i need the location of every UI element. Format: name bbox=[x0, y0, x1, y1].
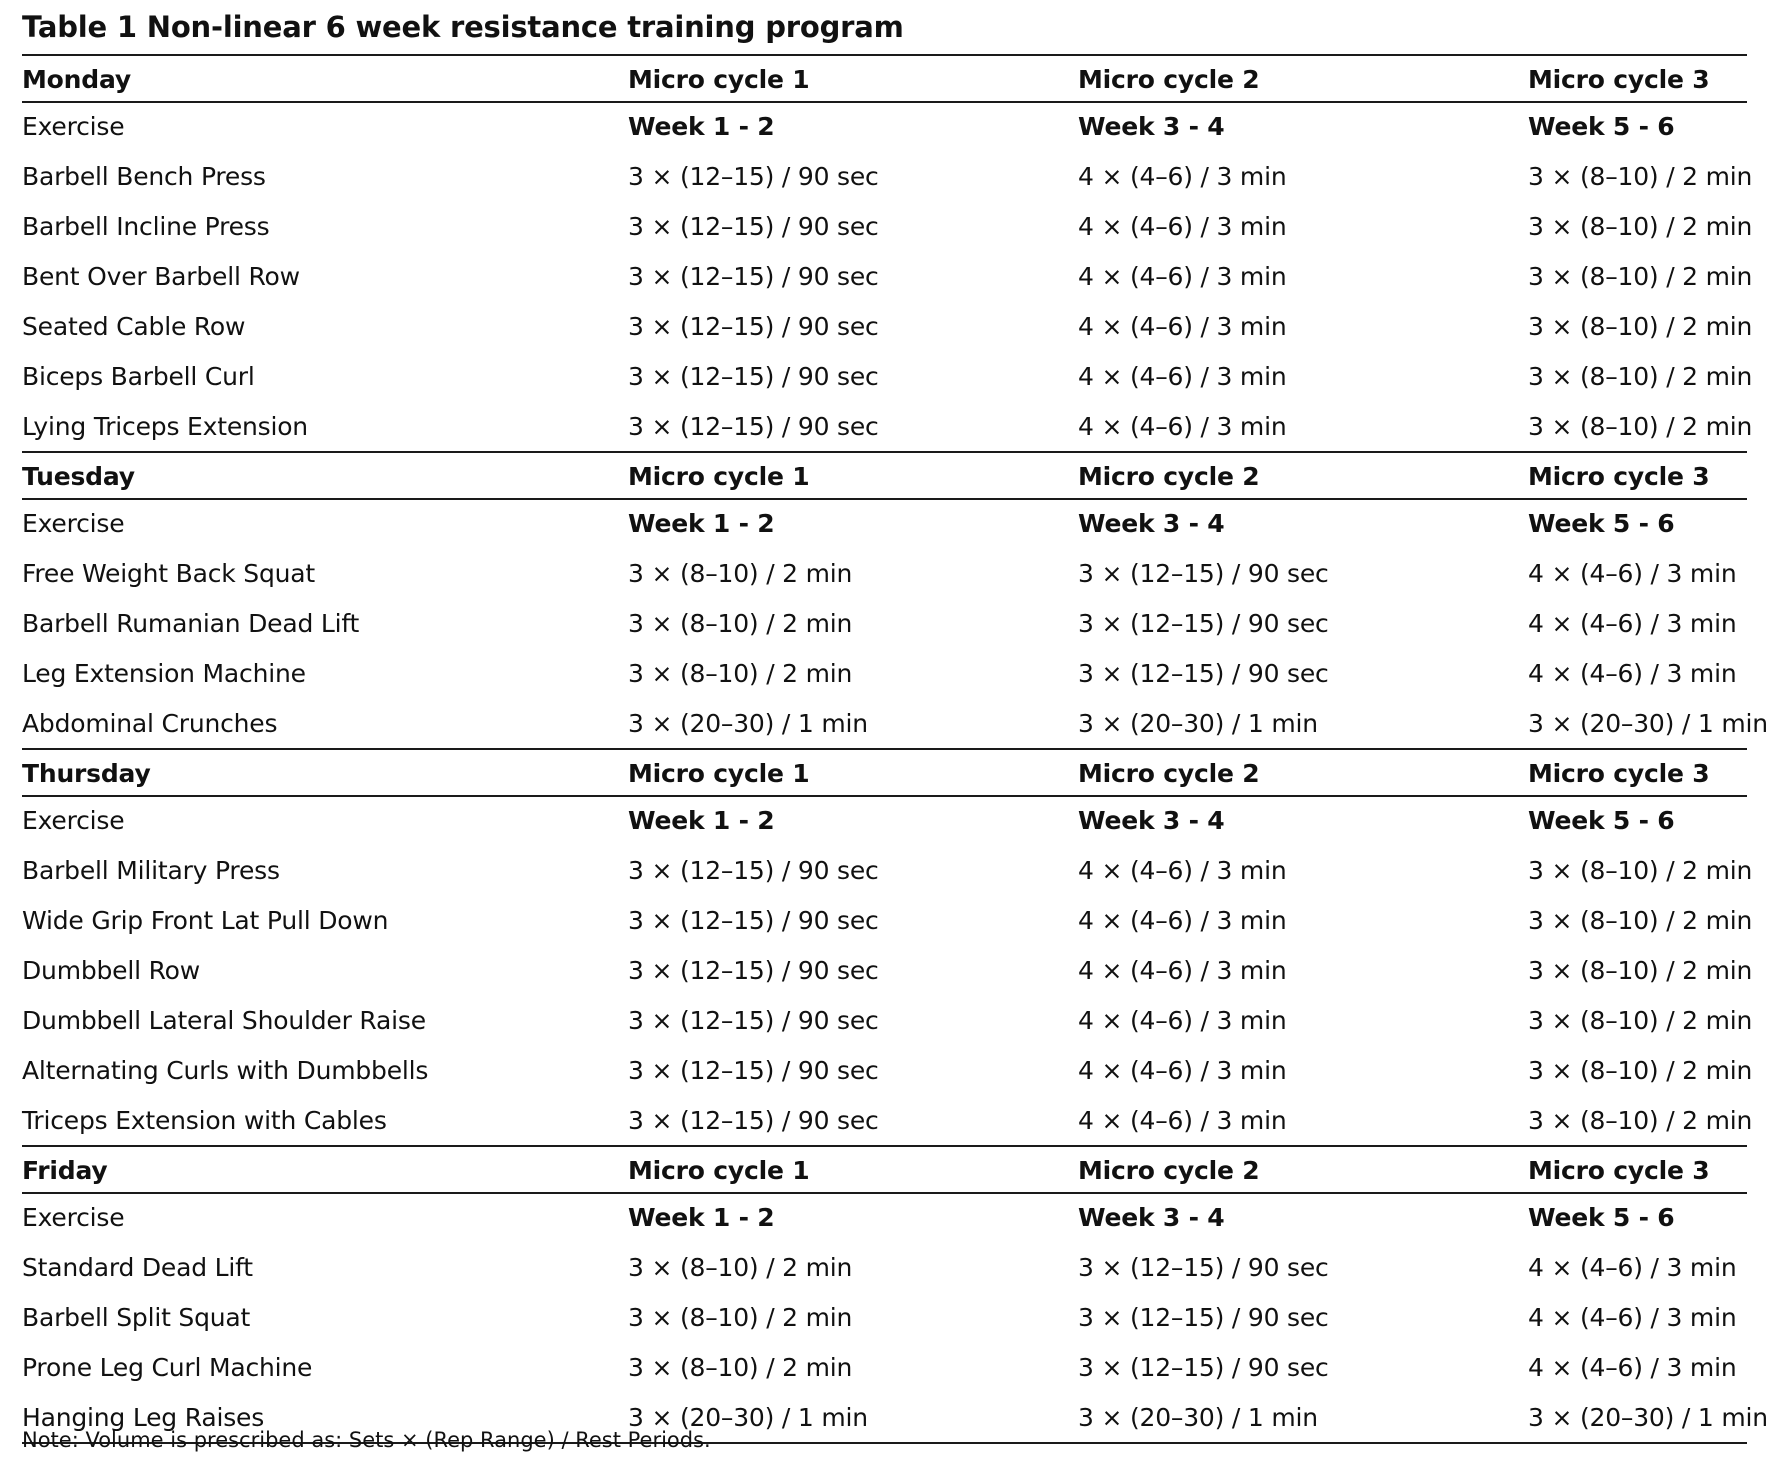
volume-prescription: 4 × (4–6) / 3 min bbox=[1528, 609, 1737, 638]
exercise-name: Bent Over Barbell Row bbox=[22, 262, 300, 291]
volume-prescription: 4 × (4–6) / 3 min bbox=[1528, 1253, 1737, 1282]
week-range-header: Week 5 - 6 bbox=[1528, 1203, 1675, 1232]
volume-prescription: 3 × (12–15) / 90 sec bbox=[628, 1056, 879, 1085]
volume-prescription: 4 × (4–6) / 3 min bbox=[1078, 162, 1287, 191]
volume-prescription: 3 × (8–10) / 2 min bbox=[1528, 362, 1753, 391]
volume-prescription: 3 × (12–15) / 90 sec bbox=[1078, 559, 1329, 588]
micro-cycle-header: Micro cycle 2 bbox=[1078, 462, 1260, 491]
exercise-column-label: Exercise bbox=[22, 112, 125, 141]
volume-prescription: 3 × (8–10) / 2 min bbox=[1528, 1106, 1753, 1135]
exercise-name: Triceps Extension with Cables bbox=[22, 1106, 387, 1135]
micro-cycle-header: Micro cycle 1 bbox=[628, 462, 810, 491]
table-note: Note: Volume is prescribed as: Sets × (Rep Range) / Rest Periods. bbox=[22, 1428, 711, 1452]
week-range-header: Week 5 - 6 bbox=[1528, 806, 1675, 835]
week-range-header: Week 5 - 6 bbox=[1528, 509, 1675, 538]
volume-prescription: 4 × (4–6) / 3 min bbox=[1078, 312, 1287, 341]
volume-prescription: 4 × (4–6) / 3 min bbox=[1078, 906, 1287, 935]
exercise-name: Barbell Military Press bbox=[22, 856, 280, 885]
section-header-rule bbox=[22, 101, 1747, 103]
exercise-name: Barbell Split Squat bbox=[22, 1303, 251, 1332]
volume-prescription: 3 × (12–15) / 90 sec bbox=[628, 856, 879, 885]
volume-prescription: 3 × (8–10) / 2 min bbox=[628, 1253, 853, 1282]
micro-cycle-header: Micro cycle 1 bbox=[628, 759, 810, 788]
volume-prescription: 3 × (8–10) / 2 min bbox=[628, 1353, 853, 1382]
exercise-name: Seated Cable Row bbox=[22, 312, 246, 341]
exercise-name: Wide Grip Front Lat Pull Down bbox=[22, 906, 389, 935]
micro-cycle-header: Micro cycle 3 bbox=[1528, 759, 1710, 788]
volume-prescription: 3 × (20–30) / 1 min bbox=[628, 1403, 868, 1432]
volume-prescription: 3 × (8–10) / 2 min bbox=[1528, 1056, 1753, 1085]
volume-prescription: 3 × (12–15) / 90 sec bbox=[628, 262, 879, 291]
section-divider-rule bbox=[22, 1145, 1747, 1147]
volume-prescription: 3 × (12–15) / 90 sec bbox=[628, 212, 879, 241]
volume-prescription: 3 × (12–15) / 90 sec bbox=[1078, 1303, 1329, 1332]
micro-cycle-header: Micro cycle 3 bbox=[1528, 65, 1710, 94]
volume-prescription: 4 × (4–6) / 3 min bbox=[1078, 1006, 1287, 1035]
week-range-header: Week 1 - 2 bbox=[628, 806, 775, 835]
exercise-name: Dumbbell Lateral Shoulder Raise bbox=[22, 1006, 426, 1035]
week-range-header: Week 3 - 4 bbox=[1078, 509, 1225, 538]
volume-prescription: 3 × (8–10) / 2 min bbox=[1528, 312, 1753, 341]
volume-prescription: 4 × (4–6) / 3 min bbox=[1078, 1106, 1287, 1135]
exercise-name: Standard Dead Lift bbox=[22, 1253, 253, 1282]
section-divider-rule bbox=[22, 748, 1747, 750]
volume-prescription: 4 × (4–6) / 3 min bbox=[1528, 659, 1737, 688]
week-range-header: Week 5 - 6 bbox=[1528, 112, 1675, 141]
exercise-name: Barbell Bench Press bbox=[22, 162, 266, 191]
exercise-name: Prone Leg Curl Machine bbox=[22, 1353, 313, 1382]
volume-prescription: 3 × (20–30) / 1 min bbox=[1078, 709, 1318, 738]
volume-prescription: 4 × (4–6) / 3 min bbox=[1528, 1353, 1737, 1382]
micro-cycle-header: Micro cycle 2 bbox=[1078, 1156, 1260, 1185]
volume-prescription: 3 × (8–10) / 2 min bbox=[628, 659, 853, 688]
volume-prescription: 3 × (8–10) / 2 min bbox=[628, 1303, 853, 1332]
table-title: Table 1 Non-linear 6 week resistance training program bbox=[22, 10, 904, 44]
volume-prescription: 4 × (4–6) / 3 min bbox=[1078, 1056, 1287, 1085]
volume-prescription: 3 × (12–15) / 90 sec bbox=[628, 362, 879, 391]
section-header-rule bbox=[22, 1192, 1747, 1194]
volume-prescription: 3 × (8–10) / 2 min bbox=[1528, 906, 1753, 935]
micro-cycle-header: Micro cycle 3 bbox=[1528, 1156, 1710, 1185]
volume-prescription: 3 × (12–15) / 90 sec bbox=[628, 1106, 879, 1135]
exercise-name: Abdominal Crunches bbox=[22, 709, 278, 738]
micro-cycle-header: Micro cycle 1 bbox=[628, 1156, 810, 1185]
volume-prescription: 3 × (20–30) / 1 min bbox=[1078, 1403, 1318, 1432]
volume-prescription: 4 × (4–6) / 3 min bbox=[1528, 1303, 1737, 1332]
section-divider-rule bbox=[22, 451, 1747, 453]
week-range-header: Week 3 - 4 bbox=[1078, 806, 1225, 835]
volume-prescription: 3 × (8–10) / 2 min bbox=[1528, 162, 1753, 191]
volume-prescription: 3 × (12–15) / 90 sec bbox=[628, 906, 879, 935]
micro-cycle-header: Micro cycle 2 bbox=[1078, 759, 1260, 788]
week-range-header: Week 3 - 4 bbox=[1078, 112, 1225, 141]
exercise-column-label: Exercise bbox=[22, 806, 125, 835]
exercise-name: Alternating Curls with Dumbbells bbox=[22, 1056, 429, 1085]
volume-prescription: 3 × (12–15) / 90 sec bbox=[628, 1006, 879, 1035]
volume-prescription: 3 × (8–10) / 2 min bbox=[1528, 956, 1753, 985]
micro-cycle-header: Micro cycle 2 bbox=[1078, 65, 1260, 94]
exercise-name: Free Weight Back Squat bbox=[22, 559, 315, 588]
volume-prescription: 3 × (8–10) / 2 min bbox=[1528, 262, 1753, 291]
section-header-rule bbox=[22, 795, 1747, 797]
day-header: Thursday bbox=[22, 759, 151, 788]
volume-prescription: 3 × (12–15) / 90 sec bbox=[628, 312, 879, 341]
micro-cycle-header: Micro cycle 1 bbox=[628, 65, 810, 94]
volume-prescription: 3 × (20–30) / 1 min bbox=[1528, 709, 1768, 738]
exercise-name: Barbell Rumanian Dead Lift bbox=[22, 609, 360, 638]
day-header: Friday bbox=[22, 1156, 108, 1185]
volume-prescription: 3 × (8–10) / 2 min bbox=[1528, 412, 1753, 441]
day-header: Monday bbox=[22, 65, 131, 94]
exercise-name: Hanging Leg Raises bbox=[22, 1403, 265, 1432]
volume-prescription: 3 × (20–30) / 1 min bbox=[628, 709, 868, 738]
week-range-header: Week 1 - 2 bbox=[628, 112, 775, 141]
exercise-column-label: Exercise bbox=[22, 1203, 125, 1232]
volume-prescription: 3 × (12–15) / 90 sec bbox=[1078, 609, 1329, 638]
volume-prescription: 3 × (8–10) / 2 min bbox=[1528, 1006, 1753, 1035]
volume-prescription: 3 × (12–15) / 90 sec bbox=[628, 956, 879, 985]
volume-prescription: 3 × (8–10) / 2 min bbox=[628, 609, 853, 638]
volume-prescription: 4 × (4–6) / 3 min bbox=[1078, 362, 1287, 391]
micro-cycle-header: Micro cycle 3 bbox=[1528, 462, 1710, 491]
week-range-header: Week 1 - 2 bbox=[628, 509, 775, 538]
section-header-rule bbox=[22, 498, 1747, 500]
week-range-header: Week 1 - 2 bbox=[628, 1203, 775, 1232]
exercise-name: Barbell Incline Press bbox=[22, 212, 270, 241]
volume-prescription: 3 × (12–15) / 90 sec bbox=[628, 412, 879, 441]
volume-prescription: 4 × (4–6) / 3 min bbox=[1528, 559, 1737, 588]
volume-prescription: 3 × (20–30) / 1 min bbox=[1528, 1403, 1768, 1432]
table-top-rule bbox=[22, 54, 1747, 56]
volume-prescription: 3 × (8–10) / 2 min bbox=[628, 559, 853, 588]
volume-prescription: 4 × (4–6) / 3 min bbox=[1078, 212, 1287, 241]
exercise-name: Dumbbell Row bbox=[22, 956, 200, 985]
volume-prescription: 3 × (12–15) / 90 sec bbox=[628, 162, 879, 191]
day-header: Tuesday bbox=[22, 462, 135, 491]
volume-prescription: 4 × (4–6) / 3 min bbox=[1078, 956, 1287, 985]
volume-prescription: 3 × (12–15) / 90 sec bbox=[1078, 659, 1329, 688]
week-range-header: Week 3 - 4 bbox=[1078, 1203, 1225, 1232]
volume-prescription: 3 × (12–15) / 90 sec bbox=[1078, 1253, 1329, 1282]
exercise-column-label: Exercise bbox=[22, 509, 125, 538]
exercise-name: Biceps Barbell Curl bbox=[22, 362, 255, 391]
volume-prescription: 3 × (8–10) / 2 min bbox=[1528, 856, 1753, 885]
volume-prescription: 4 × (4–6) / 3 min bbox=[1078, 856, 1287, 885]
exercise-name: Leg Extension Machine bbox=[22, 659, 306, 688]
volume-prescription: 3 × (8–10) / 2 min bbox=[1528, 212, 1753, 241]
volume-prescription: 4 × (4–6) / 3 min bbox=[1078, 262, 1287, 291]
exercise-name: Lying Triceps Extension bbox=[22, 412, 308, 441]
volume-prescription: 4 × (4–6) / 3 min bbox=[1078, 412, 1287, 441]
volume-prescription: 3 × (12–15) / 90 sec bbox=[1078, 1353, 1329, 1382]
